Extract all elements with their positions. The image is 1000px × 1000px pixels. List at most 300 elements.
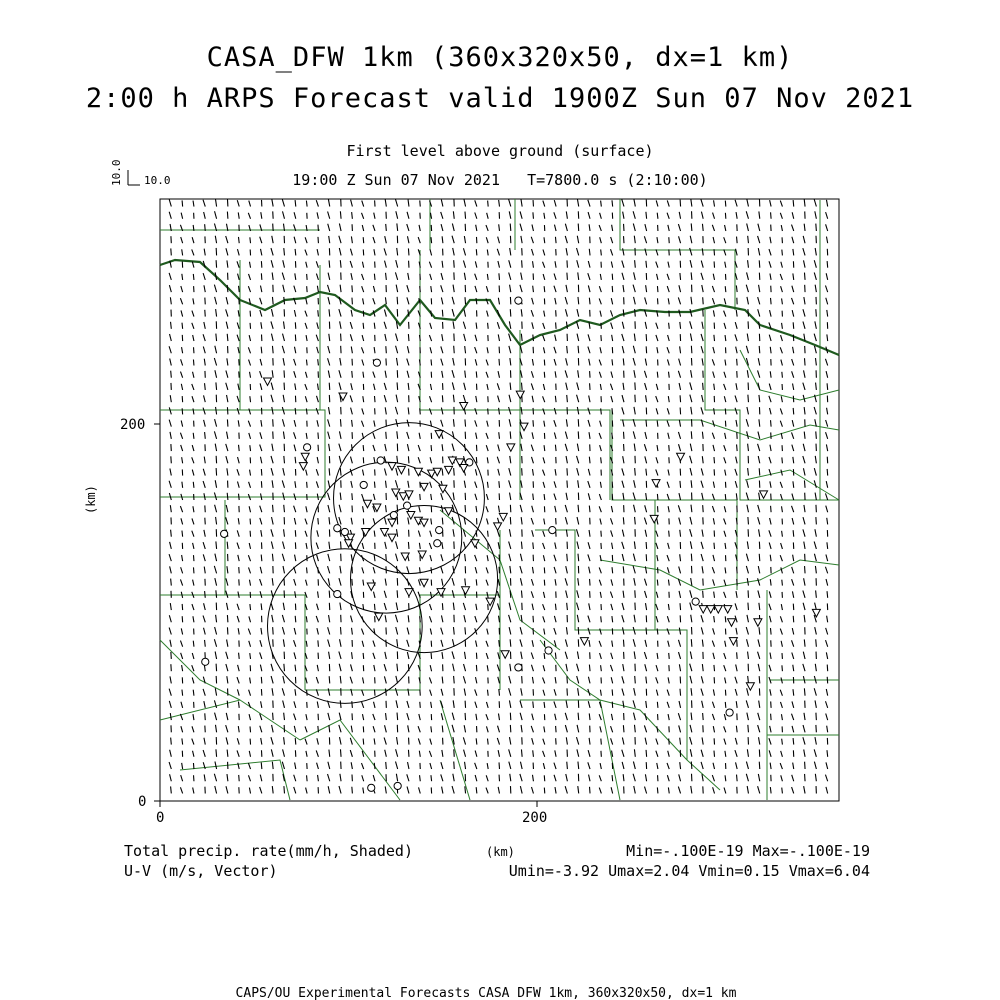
wind-vector — [397, 382, 398, 390]
wind-vector — [408, 456, 409, 463]
wind-vector — [533, 750, 534, 756]
station-circle — [377, 457, 384, 464]
wind-vector — [544, 653, 545, 659]
wind-vector — [250, 396, 251, 402]
wind-vector — [782, 457, 783, 463]
wind-vector — [601, 408, 602, 414]
wind-vector — [771, 714, 772, 720]
wind-vector — [306, 408, 307, 414]
wind-vector — [182, 738, 183, 744]
wind-vector — [669, 445, 670, 451]
wind-vector — [567, 762, 568, 769]
wind-vector — [578, 713, 579, 720]
wind-vector — [612, 408, 613, 414]
wind-vector — [420, 775, 421, 781]
station-circle — [549, 527, 556, 534]
wind-vector — [250, 604, 251, 610]
wind-vector — [363, 445, 364, 451]
wind-vector — [476, 249, 477, 255]
wind-vector — [420, 408, 421, 414]
wind-vector — [510, 590, 511, 597]
wind-vector — [510, 431, 511, 438]
wind-vector — [703, 383, 704, 390]
wind-vector — [227, 750, 228, 757]
wind-vector — [567, 346, 568, 353]
y-tick-200: 200 — [120, 417, 146, 433]
wind-vector — [703, 297, 704, 304]
wind-vector — [521, 334, 522, 341]
wind-vector — [442, 518, 443, 525]
wind-vector — [216, 334, 217, 341]
wind-vector — [431, 775, 432, 781]
wind-vector — [182, 531, 183, 537]
wind-vector — [691, 639, 692, 647]
station-circle — [202, 658, 209, 665]
wind-vector — [431, 359, 432, 365]
wind-vector — [352, 285, 353, 292]
station-circle — [334, 525, 341, 532]
wind-vector — [589, 249, 590, 256]
wind-vector — [193, 641, 194, 647]
wind-vector — [759, 676, 760, 683]
wind-vector — [827, 750, 828, 757]
wind-vector — [408, 542, 409, 549]
vector-key — [110, 160, 171, 188]
y-axis-label: (km) — [84, 485, 98, 514]
wind-vector — [623, 358, 624, 365]
wind-vector — [499, 432, 500, 439]
wind-vector — [273, 713, 274, 720]
wind-vector — [793, 200, 794, 206]
wind-vector — [782, 250, 783, 256]
station-circle — [436, 527, 443, 534]
station-circle — [692, 598, 699, 605]
wind-vector — [454, 260, 455, 268]
wind-vector — [578, 762, 579, 769]
wind-vector — [465, 578, 466, 585]
wind-vector — [499, 640, 500, 647]
wind-vector — [318, 359, 319, 365]
wind-vector — [601, 616, 602, 622]
wind-vector — [544, 286, 545, 292]
wind-vector — [250, 237, 251, 243]
wind-vector — [623, 309, 624, 316]
wind-vector — [239, 445, 240, 451]
wind-vector — [635, 517, 636, 525]
wind-vector — [250, 653, 251, 659]
station-circle — [334, 590, 341, 597]
wind-vector — [171, 248, 172, 255]
wind-vector — [182, 274, 183, 280]
wind-vector — [374, 482, 375, 488]
wind-vector — [329, 468, 330, 475]
station-circle — [390, 511, 397, 518]
wind-vector — [488, 408, 489, 414]
wind-vector — [340, 627, 341, 634]
y-tick-0: 0 — [138, 794, 147, 810]
wind-vector — [578, 346, 579, 353]
x-axis-label: (km) — [486, 845, 515, 859]
wind-vector — [612, 567, 613, 573]
vector-key-horizontal-label: 10.0 — [144, 174, 171, 187]
wind-vector — [601, 249, 602, 255]
wind-vector — [454, 468, 455, 476]
wind-vector — [657, 580, 658, 586]
wind-vector — [623, 566, 624, 573]
wind-vector — [816, 309, 817, 316]
wind-vector — [295, 738, 296, 745]
wind-vector — [680, 322, 681, 329]
wind-vector — [669, 739, 670, 745]
wind-vector — [476, 787, 477, 793]
wind-vector — [635, 260, 636, 268]
wind-vector — [386, 640, 387, 647]
wind-vector — [227, 493, 228, 500]
wind-vector — [691, 554, 692, 562]
wind-vector — [239, 775, 240, 781]
chart-title-line1: CASA_DFW 1km (360x320x50, dx=1 km) — [206, 42, 794, 73]
wind-vector — [725, 201, 726, 207]
wind-vector — [239, 286, 240, 292]
wind-vector — [748, 603, 749, 610]
wind-vector — [646, 212, 647, 219]
wind-vector — [759, 554, 760, 561]
wind-vector — [171, 322, 172, 329]
level-label: First level above ground (surface) — [346, 142, 654, 160]
wind-vector — [714, 665, 715, 671]
wind-vector — [295, 457, 296, 464]
wind-vector — [272, 554, 273, 561]
wind-vector — [386, 346, 387, 353]
wind-vector — [239, 653, 240, 659]
wind-vector — [273, 505, 274, 512]
wind-vector — [544, 494, 545, 500]
wind-vector — [284, 456, 285, 463]
wind-vector — [476, 738, 477, 744]
wind-vector — [442, 603, 443, 610]
wind-vector — [646, 542, 647, 549]
wind-vector — [318, 640, 319, 646]
station-circle — [545, 647, 552, 654]
wind-vector — [442, 725, 443, 732]
wind-vector — [601, 201, 602, 207]
wind-vector — [680, 603, 681, 610]
wind-vector — [691, 272, 692, 280]
wind-vector — [612, 359, 613, 365]
wind-vector — [646, 261, 647, 268]
wind-vector — [544, 702, 545, 708]
wind-vector — [533, 212, 534, 218]
wind-vector — [465, 297, 466, 304]
wind-vector — [431, 726, 432, 732]
wind-vector — [680, 395, 681, 402]
wind-vector — [646, 750, 647, 757]
wind-vector — [171, 579, 172, 586]
wind-vector — [465, 505, 466, 512]
wind-vector — [623, 517, 624, 524]
wind-vector — [182, 323, 183, 329]
wind-vector — [725, 702, 726, 708]
wind-vector — [397, 505, 398, 513]
wind-vector — [635, 309, 636, 317]
wind-vector — [340, 211, 341, 218]
wind-vector — [352, 371, 353, 378]
wind-vector — [533, 701, 534, 707]
wind-vector — [182, 482, 183, 488]
wind-vector — [793, 738, 794, 744]
wind-vector — [488, 531, 489, 537]
wind-vector — [306, 201, 307, 207]
wind-vector — [307, 567, 308, 573]
wind-vector — [238, 702, 239, 708]
wind-vector — [748, 309, 749, 316]
wind-vector — [759, 468, 760, 475]
wind-vector — [635, 676, 636, 684]
wind-vector — [601, 457, 602, 463]
wind-vector — [702, 224, 703, 231]
wind-vector — [804, 273, 805, 280]
wind-vector — [567, 603, 568, 610]
wind-vector — [714, 457, 715, 463]
vector-key-vertical-label: 10.0 — [110, 159, 123, 186]
wind-vector — [193, 482, 194, 488]
wind-vector — [657, 213, 658, 219]
wind-vector — [487, 690, 488, 696]
wind-vector — [601, 739, 602, 745]
wind-vector — [340, 419, 341, 426]
wind-vector — [725, 775, 726, 781]
wind-vector — [295, 616, 296, 623]
wind-vector — [182, 200, 183, 206]
wind-vector — [318, 726, 319, 732]
wind-vector — [499, 359, 500, 366]
wind-vector — [295, 408, 296, 415]
wind-vector — [295, 530, 296, 537]
wind-vector — [589, 298, 590, 305]
wind-vector — [420, 702, 421, 708]
wind-vector — [171, 371, 172, 378]
wind-vector — [555, 237, 556, 243]
wind-vector — [725, 494, 726, 500]
wind-vector — [205, 224, 206, 231]
wind-vector — [612, 616, 613, 622]
wind-vector — [284, 248, 285, 255]
wind-vector — [307, 775, 308, 781]
wind-vector — [318, 518, 319, 524]
wind-vector — [816, 431, 817, 438]
wind-vector — [363, 739, 364, 745]
wind-vector — [307, 482, 308, 488]
wind-vector — [725, 408, 726, 414]
wind-vector — [533, 335, 534, 341]
wind-vector — [329, 591, 330, 598]
wind-vector — [261, 677, 262, 684]
wind-vector — [284, 786, 285, 793]
wind-vector — [340, 749, 341, 756]
station-circle — [221, 530, 228, 537]
station-circle — [403, 502, 410, 509]
wind-vector — [771, 420, 772, 426]
wind-vector — [499, 481, 500, 488]
wind-vector — [793, 689, 794, 695]
wind-vector — [668, 372, 669, 378]
wind-vector — [397, 713, 398, 721]
wind-vector — [805, 566, 806, 573]
wind-vector — [295, 200, 296, 207]
wind-vector — [476, 579, 477, 585]
wind-vector — [827, 591, 828, 598]
wind-vector — [612, 689, 613, 695]
wind-vector — [352, 493, 353, 500]
wind-vector — [533, 494, 534, 500]
wind-vector — [816, 224, 817, 231]
wind-vector — [521, 542, 522, 549]
wind-vector — [590, 787, 591, 794]
wind-vector — [193, 274, 194, 280]
wind-vector — [487, 482, 488, 488]
wind-vector — [216, 382, 217, 389]
wind-vector — [465, 786, 466, 793]
wind-vector — [250, 445, 251, 451]
wind-vector — [205, 383, 206, 390]
wind-vector — [759, 762, 760, 769]
wind-vector — [227, 212, 228, 219]
wind-vector — [499, 273, 500, 280]
wind-vector — [499, 689, 500, 696]
wind-vector — [171, 786, 172, 793]
minmax-label: Min=-.100E-19 Max=-.100E-19 — [626, 842, 870, 860]
wind-vector — [420, 494, 421, 500]
wind-vector — [363, 653, 364, 659]
wind-vector — [804, 688, 805, 695]
wind-vector — [816, 639, 817, 646]
wind-vector — [714, 249, 715, 255]
wind-vector — [205, 432, 206, 439]
wind-vector — [680, 481, 681, 488]
wind-vector — [555, 396, 556, 402]
wind-vector — [737, 359, 738, 366]
wind-vector — [465, 419, 466, 426]
wind-vector — [714, 543, 715, 549]
wind-vector — [612, 775, 613, 781]
wind-vector — [578, 297, 579, 304]
wind-vector — [770, 787, 771, 793]
wind-vector — [374, 396, 375, 402]
wind-vector — [284, 297, 285, 304]
wind-vector — [453, 627, 454, 635]
wind-vector — [374, 604, 375, 610]
wind-vector — [521, 749, 522, 756]
wind-vector — [691, 762, 692, 770]
wind-vector — [442, 310, 443, 317]
wind-vector — [487, 739, 488, 745]
station-circle — [304, 444, 311, 451]
wind-vector — [227, 542, 228, 549]
wind-vector — [261, 396, 262, 403]
wind-vector — [442, 677, 443, 684]
wind-vector — [759, 346, 760, 353]
wind-vector — [521, 383, 522, 390]
wind-vector — [284, 664, 285, 671]
wind-vector — [454, 346, 455, 354]
wind-vector — [193, 225, 194, 231]
station-circle — [434, 540, 441, 547]
wind-vector — [397, 297, 398, 305]
wind-vector — [589, 457, 590, 464]
wind-vector — [182, 690, 183, 696]
wind-vector — [374, 689, 375, 695]
wind-vector — [363, 237, 364, 243]
wind-vector — [737, 567, 738, 574]
wind-vector — [352, 212, 353, 219]
wind-vector — [261, 555, 262, 562]
station-circle — [360, 481, 367, 488]
wind-vector — [397, 590, 398, 598]
wind-vector — [510, 383, 511, 390]
wind-vector — [827, 261, 828, 268]
wind-vector — [691, 223, 692, 231]
wind-vector — [646, 628, 647, 635]
wind-vector — [533, 286, 534, 292]
wind-vector — [329, 383, 330, 390]
wind-vector — [737, 444, 738, 451]
wind-vector — [635, 590, 636, 598]
wind-vector — [329, 676, 330, 683]
wind-vector — [691, 431, 692, 439]
wind-vector — [804, 639, 805, 646]
wind-vector — [827, 383, 828, 390]
wind-vector — [748, 517, 749, 524]
wind-vector — [205, 640, 206, 647]
wind-vector — [827, 469, 828, 476]
wind-vector — [657, 494, 658, 500]
wind-vector — [329, 260, 330, 267]
wind-vector — [691, 346, 692, 354]
wind-vector — [782, 580, 783, 586]
wind-vector — [431, 445, 432, 451]
wind-vector — [578, 505, 579, 512]
wind-vector — [318, 433, 319, 439]
wind-vector — [555, 445, 556, 451]
field2-label: U-V (m/s, Vector) — [124, 862, 278, 880]
wind-vector — [431, 237, 432, 243]
wind-vector — [725, 616, 726, 622]
wind-vector — [669, 531, 670, 537]
wind-vector — [397, 223, 398, 231]
station-circle — [515, 297, 522, 304]
wind-vector — [510, 309, 511, 316]
wind-vector — [657, 372, 658, 378]
wind-vector — [273, 627, 274, 634]
valid-time-label: 19:00 Z Sun 07 Nov 2021 T=7800.0 s (2:10:00) — [292, 171, 708, 189]
wind-vector — [171, 738, 172, 745]
wind-vector — [488, 201, 489, 207]
wind-vector — [669, 323, 670, 329]
wind-vector — [737, 237, 738, 244]
x-tick-0: 0 — [156, 810, 165, 826]
wind-vector — [623, 725, 624, 732]
wind-vector — [306, 360, 307, 366]
wind-vector — [284, 578, 285, 585]
wind-vector — [816, 517, 817, 524]
wind-vector — [771, 212, 772, 218]
wind-vector — [725, 286, 726, 292]
wind-vector — [408, 750, 409, 757]
wind-vector — [793, 408, 794, 414]
wind-vector — [227, 701, 228, 708]
wind-vector — [793, 530, 794, 536]
station-circle — [726, 709, 733, 716]
